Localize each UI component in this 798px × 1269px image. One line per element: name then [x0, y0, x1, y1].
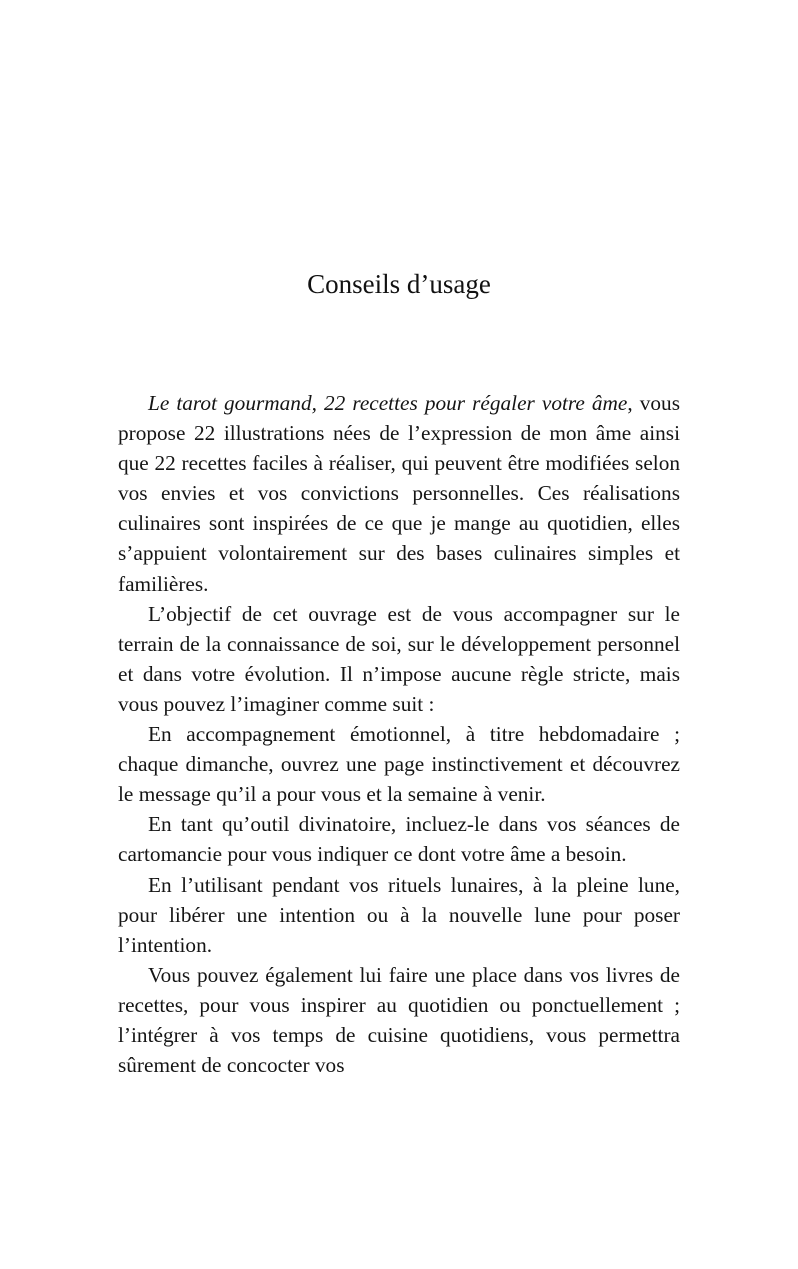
page-title: Conseils d’usage [307, 269, 491, 299]
paragraph-1-text: , vous propose 22 illustrations nées de l’expression de mon âme ainsi que 22 recettes faciles à réaliser, qui peuvent être modifiées selon vos envies et vos convictions personnelles. Ces réalisations culinaires sont inspirées de ce que je mange au quotidien, elles s’appuient volontairement sur des bases culinaires simples et familières. [118, 391, 680, 596]
body-text [118, 388, 680, 1080]
paragraph-5: En l’utilisant pendant vos rituels lunaires, à la pleine lune, pour libérer une intention ou à la nouvelle lune pour poser l’intention. [118, 872, 680, 957]
paragraph-2: L’objectif de cet ouvrage est de vous accompagner sur le terrain de la connaissance de soi, sur le développement personnel et dans votre évolution. Il n’impose aucune règle stricte, mais vous pouvez l’imaginer comme suit : [118, 601, 680, 716]
book-title-italic: Le tarot gourmand, 22 recettes pour régaler votre âme [148, 391, 628, 415]
paragraph-1 [118, 388, 680, 599]
paragraph-4: En tant qu’outil divinatoire, incluez-le dans vos séances de cartomancie pour vous indiquer ce dont votre âme a besoin. [118, 812, 680, 867]
paragraph-3: En accompagnement émotionnel, à titre hebdomadaire ; chaque dimanche, ouvrez une page instinctivement et découvrez le message qu’il a pour vous et la semaine à venir. [118, 722, 680, 807]
paragraph-6: Vous pouvez également lui faire une place dans vos livres de recettes, pour vous inspirer au quotidien ou ponctuellement ; l’intégrer à vos temps de cuisine quotidiens, vous permettra sûrement de concocter vos [118, 962, 680, 1078]
